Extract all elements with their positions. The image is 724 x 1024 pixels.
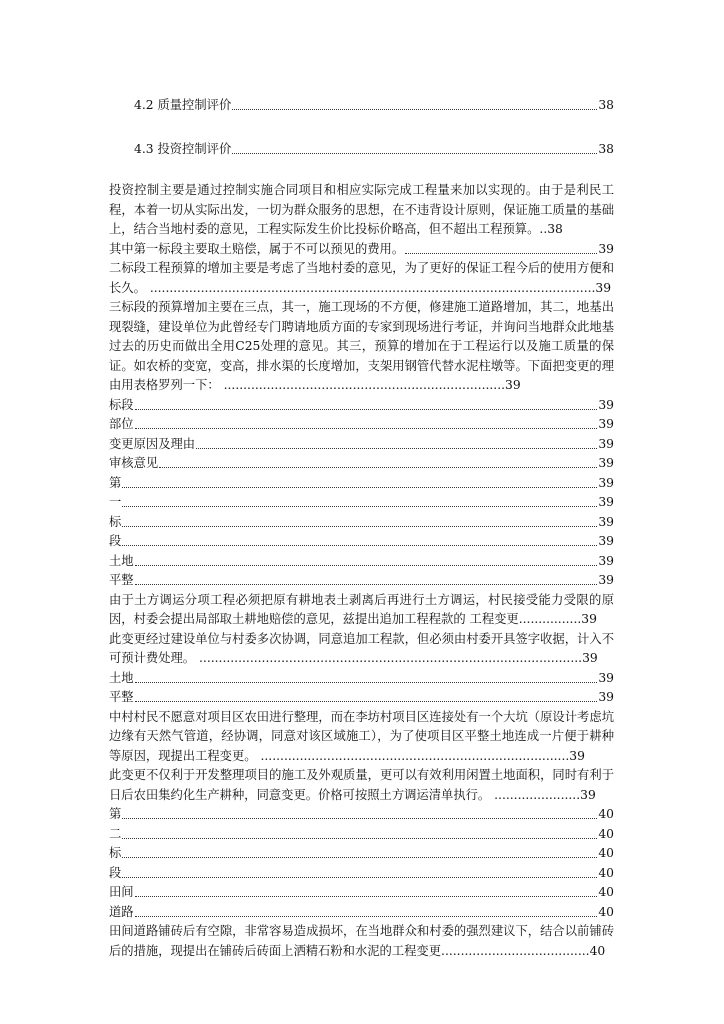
toc-entry-text: 投资控制主要是通过控制实施合同项目和相应实际完成工程量来加以实现的。由于是利民工程，本着一切从实际出发，一切为群众服务的思想，在不违背设计原则，保证施工质量的基础上，结合当地村委的意见，工程实际发生价比投标价略高，但不超出工程预算。 xyxy=(109,183,614,236)
toc-entry[interactable] xyxy=(109,552,614,572)
toc-entry[interactable] xyxy=(109,513,614,533)
leader-dots: ...................................... xyxy=(441,943,590,958)
toc-page-number: 40 xyxy=(598,826,614,841)
leader-dots xyxy=(122,526,597,527)
leader-dots xyxy=(122,857,597,858)
leader-dots xyxy=(122,487,597,488)
toc-page-number: 39 xyxy=(598,436,614,451)
toc-page-number: 40 xyxy=(598,865,614,880)
toc-entry-text: 第 xyxy=(109,807,122,821)
toc-entry-text: 平整 xyxy=(109,690,134,704)
toc-entry-text: 土地 xyxy=(109,553,134,568)
toc-page-number: 39 xyxy=(598,670,614,685)
leader-dots: .................................................................................................................. xyxy=(145,280,596,295)
toc-page-number: 38 xyxy=(598,141,614,156)
toc-page-number: 39 xyxy=(598,573,614,587)
toc-entry[interactable] xyxy=(109,454,614,474)
toc-page-number: 39 xyxy=(580,787,596,802)
toc-entry-text: 田间 xyxy=(109,885,134,899)
toc-page-number: 39 xyxy=(598,417,614,431)
toc-entry-text: 二 xyxy=(109,826,122,841)
toc-entry[interactable] xyxy=(109,181,614,240)
toc-entry[interactable] xyxy=(109,688,614,708)
toc-entry[interactable] xyxy=(109,493,614,513)
toc-entry[interactable] xyxy=(109,298,614,396)
leader-dots xyxy=(232,109,597,110)
toc-entry[interactable] xyxy=(109,532,614,552)
toc-entry-text: 三标段的预算增加主要在三点，其一，施工现场的不方便，修建施工道路增加，其二，地基出现裂缝，建设单位为此曾经专门聘请地质方面的专家到现场进行考证，并询问当地群众此地基过去的历史而做出全用C25处理的意见。其三，预算的增加在于工程运行以及施工质量的保证。如农桥的变宽，变高，排水渠的长度增加，支架用钢管代替水泥柱墩等。下面把变更的理由用表格罗列一下： xyxy=(109,300,614,392)
toc-page-number: 39 xyxy=(595,280,612,295)
toc-entry[interactable] xyxy=(109,708,614,767)
toc-entry-text: 中村村民不愿意对项目区农田进行整理，而在李坊村项目区连接处有一个大坑（原设计考虑坑边缘有天然气管道，经协调，同意对该区域施工），为了使项目区平整土地连成一片便于耕种等原因，现提出工程变更。 xyxy=(109,709,614,763)
toc-page-number: 39 xyxy=(598,475,614,490)
leader-dots: .................................................................................................. xyxy=(195,651,583,665)
toc-entry[interactable] xyxy=(109,591,614,630)
table-of-contents xyxy=(109,96,614,961)
toc-page-number: 39 xyxy=(598,553,614,568)
leader-dots xyxy=(135,701,598,702)
toc-entry[interactable] xyxy=(109,474,614,494)
leader-dots xyxy=(135,565,598,566)
toc-entry-text: 段 xyxy=(109,865,122,880)
leader-dots xyxy=(135,896,598,897)
toc-entry-text: 4.2 质量控制评价 xyxy=(134,98,232,112)
leader-dots: ........................................................................ xyxy=(219,378,506,392)
leader-dots xyxy=(135,916,598,917)
toc-entry-text: 第 xyxy=(109,475,122,490)
leader-dots xyxy=(135,682,598,683)
toc-entry[interactable] xyxy=(109,844,614,864)
leader-dots: ................ xyxy=(518,612,582,626)
leader-dots xyxy=(232,153,597,154)
toc-entry-text: 由于土方调运分项工程必须把原有耕地表土剥离后再进行土方调运，村民接受能力受限的原因，村委会提出局部取土耕地赔偿的意见，兹提出追加工程程款的 工程变更 xyxy=(109,592,614,626)
toc-page-number: 40 xyxy=(589,943,606,958)
toc-entry[interactable] xyxy=(109,864,614,884)
toc-entry[interactable] xyxy=(109,415,614,435)
toc-entry-text: 二标段工程预算的增加主要是考虑了当地村委的意见，为了更好的保证工程今后的使用方便和长久。 xyxy=(109,261,614,295)
toc-page-number: 39 xyxy=(581,612,597,626)
toc-entry-text: 审核意见 xyxy=(109,456,159,470)
toc-entry-text: 其中第一标段主要取土赔偿，属于不可以预见的费用。 xyxy=(109,241,405,256)
toc-entry-text: 段 xyxy=(109,534,122,548)
toc-entry[interactable] xyxy=(109,435,614,455)
toc-page-number: 39 xyxy=(505,378,521,392)
toc-entry-text: 标段 xyxy=(109,397,134,412)
toc-page-number: 40 xyxy=(598,885,614,899)
leader-dots xyxy=(135,409,598,410)
toc-page-number: 40 xyxy=(598,904,614,919)
leader-dots xyxy=(405,253,597,254)
toc-page-number: 39 xyxy=(598,690,614,704)
leader-dots: .. xyxy=(539,222,548,236)
toc-entry-text: 标 xyxy=(109,514,122,529)
toc-entry[interactable] xyxy=(109,571,614,591)
toc-entry[interactable] xyxy=(109,630,614,669)
toc-entry-text: 一 xyxy=(109,495,122,509)
leader-dots xyxy=(122,545,597,546)
toc-entry[interactable] xyxy=(109,240,614,260)
toc-page-number: 40 xyxy=(598,846,614,860)
toc-page-number: 39 xyxy=(598,397,614,412)
toc-entry[interactable] xyxy=(109,825,614,845)
toc-entry[interactable] xyxy=(109,766,614,805)
toc-page-number: 39 xyxy=(598,514,614,529)
toc-entry-text: 土地 xyxy=(109,670,134,685)
toc-entry-text: 变更原因及理由 xyxy=(109,436,196,451)
toc-page-number: 39 xyxy=(598,495,614,509)
toc-entry-text: 标 xyxy=(109,846,122,860)
toc-entry[interactable] xyxy=(109,903,614,923)
toc-entry[interactable] xyxy=(109,259,614,298)
toc-entry[interactable] xyxy=(109,669,614,689)
toc-page-number: 38 xyxy=(598,98,614,112)
toc-entry[interactable] xyxy=(109,140,614,160)
leader-dots xyxy=(196,448,597,449)
toc-entry-text: 道路 xyxy=(109,904,134,919)
leader-dots xyxy=(122,818,597,819)
toc-entry-text: 部位 xyxy=(109,417,134,431)
leader-dots xyxy=(135,428,598,429)
toc-entry-text: 此变更经过建设单位与村委多次协调，同意追加工程款，但必须由村委开具签字收据，计入不可预计费处理。 xyxy=(109,631,614,665)
toc-entry-text: 平整 xyxy=(109,573,134,587)
toc-entry[interactable] xyxy=(109,805,614,825)
leader-dots xyxy=(122,838,597,839)
toc-entry[interactable] xyxy=(109,96,614,116)
toc-page-number: 39 xyxy=(598,241,614,256)
toc-page-number: 39 xyxy=(598,534,614,548)
toc-page-number: 39 xyxy=(582,651,598,665)
leader-dots: ...................... xyxy=(490,787,581,802)
toc-entry[interactable] xyxy=(109,396,614,416)
toc-entry-text: 此变更不仅利于开发整理项目的施工及外观质量，更可以有效利用闲置土地面积，同时有利于日后农田集约化生产耕种，同意变更。价格可按照土方调运清单执行。 xyxy=(109,768,614,802)
toc-page-number: 38 xyxy=(547,222,563,236)
leader-dots xyxy=(122,506,597,507)
leader-dots: ............................................................................... xyxy=(256,748,570,763)
leader-dots xyxy=(122,877,597,878)
toc-page-number: 40 xyxy=(598,807,614,821)
toc-entry-text: 4.3 投资控制评价 xyxy=(134,141,232,156)
leader-dots xyxy=(135,584,598,585)
toc-entry[interactable] xyxy=(109,922,614,961)
leader-dots xyxy=(159,467,597,468)
toc-entry-text: 田间道路铺砖后有空隙，非常容易造成损坏，在当地群众和村委的强烈建议下，结合以前铺砖后的措施，现提出在铺砖后砖面上洒精石粉和水泥的工程变更 xyxy=(109,924,614,958)
toc-page-number: 39 xyxy=(569,748,585,763)
toc-page-number: 39 xyxy=(598,456,614,470)
toc-entry[interactable] xyxy=(109,883,614,903)
